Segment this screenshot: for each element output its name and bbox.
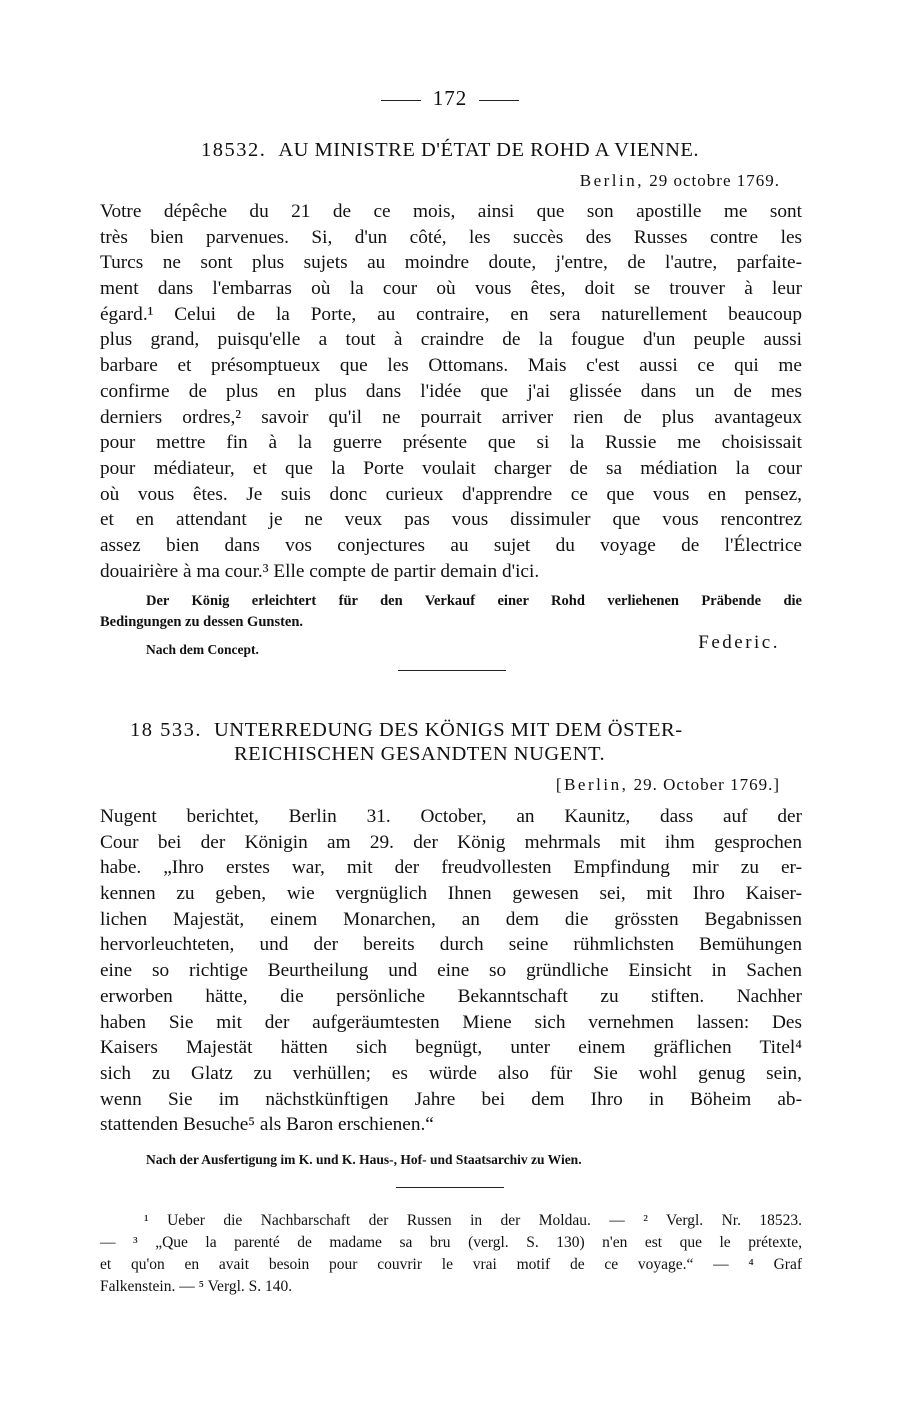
body-line: où vous êtes. Je suis donc curieux d'apprendre ce que vous en pensez, xyxy=(100,483,802,505)
body-line: lichen Majestät, einem Monarchen, an dem die grössten Begabnissen xyxy=(100,908,802,930)
body-line: douairière à ma cour.³ Elle compte de partir demain d'ici. xyxy=(100,560,540,582)
body-line: hervorleuchteten, und der bereits durch seine rühmlichsten Bemühungen xyxy=(100,934,802,956)
letter-1-body xyxy=(100,199,802,584)
body-line: ment dans l'embarras où la cour où vous êtes, doit se trouver à leur xyxy=(100,278,802,300)
body-line: haben Sie mit der aufgeräumtesten Miene sich vernehmen lassen: Des xyxy=(100,1011,802,1033)
page-number: 172 xyxy=(432,86,468,110)
body-line: wenn Sie im nächstkünftigen Jahre bei dem Ihro in Böheim ab- xyxy=(100,1088,802,1110)
body-line: assez bien dans vos conjectures au sujet du voyage de l'Électrice xyxy=(100,534,802,556)
footnotes xyxy=(100,1210,802,1298)
body-line: et en attendant je ne veux pas vous dissimuler que vous rencontrez xyxy=(100,509,802,531)
letter-1-editor-note xyxy=(100,591,802,633)
letter-1-dateline-date: 29 octobre 1769. xyxy=(649,171,780,190)
body-line: eine so richtige Beurtheilung und eine so gründliche Einsicht in Sachen xyxy=(100,960,802,982)
letter-1-source: Nach dem Concept. xyxy=(146,642,259,657)
letter-2-dateline-place: [Berlin, xyxy=(555,775,629,794)
letter-2-source: Nach der Ausfertigung im K. und K. Haus-, Hof- und Staatsarchiv zu Wien. xyxy=(146,1152,582,1167)
letter-2-body xyxy=(100,804,802,1138)
note-line: Bedingungen zu dessen Gunsten. xyxy=(100,614,304,630)
body-line: derniers ordres,² savoir qu'il ne pourrait arriver rien de plus avantageux xyxy=(100,406,802,428)
letter-1-number: 18532. xyxy=(200,139,267,161)
header-dash-left xyxy=(381,100,421,101)
body-line: pour mettre fin à la guerre présente que si la Russie me choisissait xyxy=(100,432,802,454)
footnote-line: et qu'on en avait besoin pour couvrir le vrai motif de ce voyage.“ — ⁴ Graf xyxy=(100,1256,802,1273)
body-line: kennen zu geben, wie vergnüglich Ihnen gewesen sei, mit Ihro Kaiser- xyxy=(100,883,802,905)
body-line: barbare et présomptueux que les Ottomans. Mais c'est aussi ce qui me xyxy=(100,355,802,377)
body-line: plus grand, puisqu'elle a tout à craindre de la fougue d'un peuple aussi xyxy=(100,329,802,351)
page-number-header xyxy=(0,86,900,111)
letter-1-title: AU MINISTRE D'ÉTAT DE ROHD A VIENNE. xyxy=(278,139,700,161)
body-line: Votre dépêche du 21 de ce mois, ainsi que son apostille me sont xyxy=(100,201,802,222)
letter-2-title-line-2: REICHISCHEN GESANDTEN NUGENT. xyxy=(234,743,606,765)
footnote-divider xyxy=(396,1187,504,1188)
body-line: Kaisers Majestät hätten sich begnügt, unter einem gräflichen Titel⁴ xyxy=(100,1037,802,1059)
body-line: égard.¹ Celui de la Porte, au contraire, en sera naturellement beaucoup xyxy=(100,303,802,325)
section-divider xyxy=(398,670,506,671)
letter-2-number: 18 533. xyxy=(130,719,202,741)
footnote-line: Falkenstein. — ⁵ Vergl. S. 140. xyxy=(100,1278,293,1295)
letter-2-title-line-1: UNTERREDUNG DES KÖNIGS MIT DEM ÖSTER- xyxy=(214,719,683,741)
header-dash-right xyxy=(479,100,519,101)
note-line: Der König erleichtert für den Verkauf einer Rohd verliehenen Präbende die xyxy=(146,593,802,609)
body-line: stattenden Besuche⁵ als Baron erschienen.“ xyxy=(100,1114,434,1136)
body-line: habe. „Ihro erstes war, mit der freudvollesten Empfindung mir zu er- xyxy=(100,857,802,879)
body-line: pour médiateur, et que la Porte voulait charger de sa médiation la cour xyxy=(100,457,802,479)
letter-1-signature: Federic. xyxy=(698,632,780,653)
letter-2-heading xyxy=(100,718,800,766)
letter-1-dateline xyxy=(580,171,780,191)
body-line: erworben hätte, die persönliche Bekanntschaft zu stiften. Nachher xyxy=(100,985,802,1007)
body-line: Turcs ne sont plus sujets au moindre doute, j'entre, de l'autre, parfaite- xyxy=(100,252,802,274)
body-line: confirme de plus en plus dans l'idée que j'ai glissée dans un de mes xyxy=(100,380,802,402)
letter-1-heading xyxy=(100,138,800,162)
letter-2-dateline-date: 29. October 1769.] xyxy=(633,775,780,794)
letter-1-dateline-place: Berlin, xyxy=(579,171,645,190)
letter-2-dateline xyxy=(556,775,780,795)
body-line: Cour bei der Königin am 29. der König mehrmals mit ihm gesprochen xyxy=(100,831,802,853)
body-line: sich zu Glatz zu verhüllen; es würde also für Sie wohl genug sein, xyxy=(100,1062,802,1084)
body-line: Nugent berichtet, Berlin 31. October, an Kaunitz, dass auf der xyxy=(100,806,802,827)
footnote-line: — ³ „Que la parenté de madame sa bru (vergl. S. 130) n'en est que le prétexte, xyxy=(100,1234,802,1251)
footnote-line: ¹ Ueber die Nachbarschaft der Russen in der Moldau. — ² Vergl. Nr. 18523. xyxy=(144,1212,802,1229)
body-line: très bien parvenues. Si, d'un côté, les succès des Russes contre les xyxy=(100,226,802,248)
